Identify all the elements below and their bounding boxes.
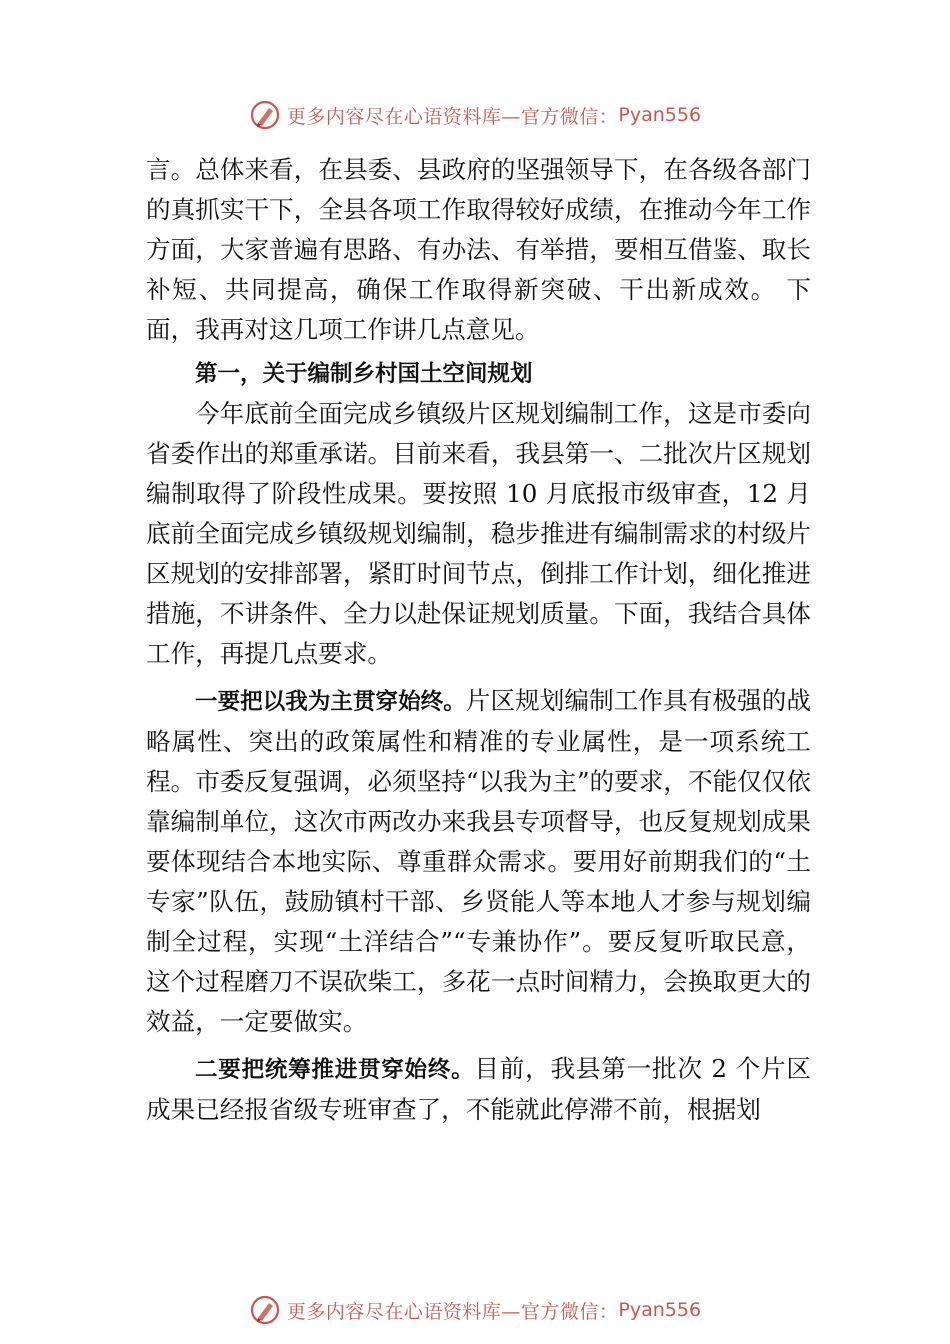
watermark-handle: Pyan556 (618, 1299, 702, 1321)
intro-paragraph: 言。总体来看，在县委、县政府的坚强领导下，在各级各部门的真抓实干下，全县各项工作取得较好成绩，在推动今年工作方面，大家普遍有思路、有办法、有举措，要相互借鉴、取长补短、共同提高，确保工作取得新突破、干出新成效。 下面，我再对这几项工作讲几点意见。 (146, 155, 811, 344)
point-one-text: 片区规划编制工作具有极强的战略属性、突出的政策属性和精准的专业属性，是一项系统工程。市委反复强调，必须坚持“以我为主”的要求，不能仅仅依靠编制单位，这次市两改办来我县专项督导，也反复规划成果要体现结合本地实际、尊重群众需求。要用好前期我们的“土专家”队伍，鼓励镇村干部、乡贤能人等本地人才参与规划编制全过程，实现“土洋结合”“专兼协作”。要反复听取民意，这个过程磨刀不误砍柴工，多花一点时间精力，会换取更大的效益，一定要做实。 (146, 686, 811, 1036)
watermark-text: 更多内容尽在心语资料库—官方微信： (286, 1300, 619, 1323)
watermark-handle: Pyan556 (618, 104, 702, 126)
section-heading: 第一，关于编制乡村国土空间规划 (195, 361, 533, 387)
point-one-lead: 一要把以我为主贯穿始终。 (195, 689, 466, 715)
point-two-text: 目前，我县第一批次 2 个片区成果已经报省级专班审查了，不能就此停滞不前，根据划 (146, 1054, 811, 1124)
document-body (146, 150, 811, 1130)
footer-watermark (0, 1290, 950, 1330)
watermark-text: 更多内容尽在心语资料库—官方微信： (286, 105, 619, 128)
pen-logo-icon (249, 99, 281, 131)
section-paragraph: 今年底前全面完成乡镇级片区规划编制工作，这是市委向省委作出的郑重承诺。目前来看，我县第一、二批次片区规划编制取得了阶段性成果。要按照 10 月底报市级审查，12 月底前全面完成乡镇级规划编制，稳步推进有编制需求的村级片区规划的安排部署，紧盯时间节点，倒排工作计划，细化推进措施，不讲条件、全力以赴保证规划质量。下面，我结合具体工作，再提几点要求。 (146, 399, 811, 668)
point-two-paragraph (146, 1049, 811, 1130)
point-two-lead: 二要把统筹推进贯穿始终。 (195, 1057, 475, 1083)
point-one-paragraph (146, 681, 811, 1042)
pen-logo-icon (249, 1294, 281, 1326)
header-watermark (0, 95, 950, 135)
